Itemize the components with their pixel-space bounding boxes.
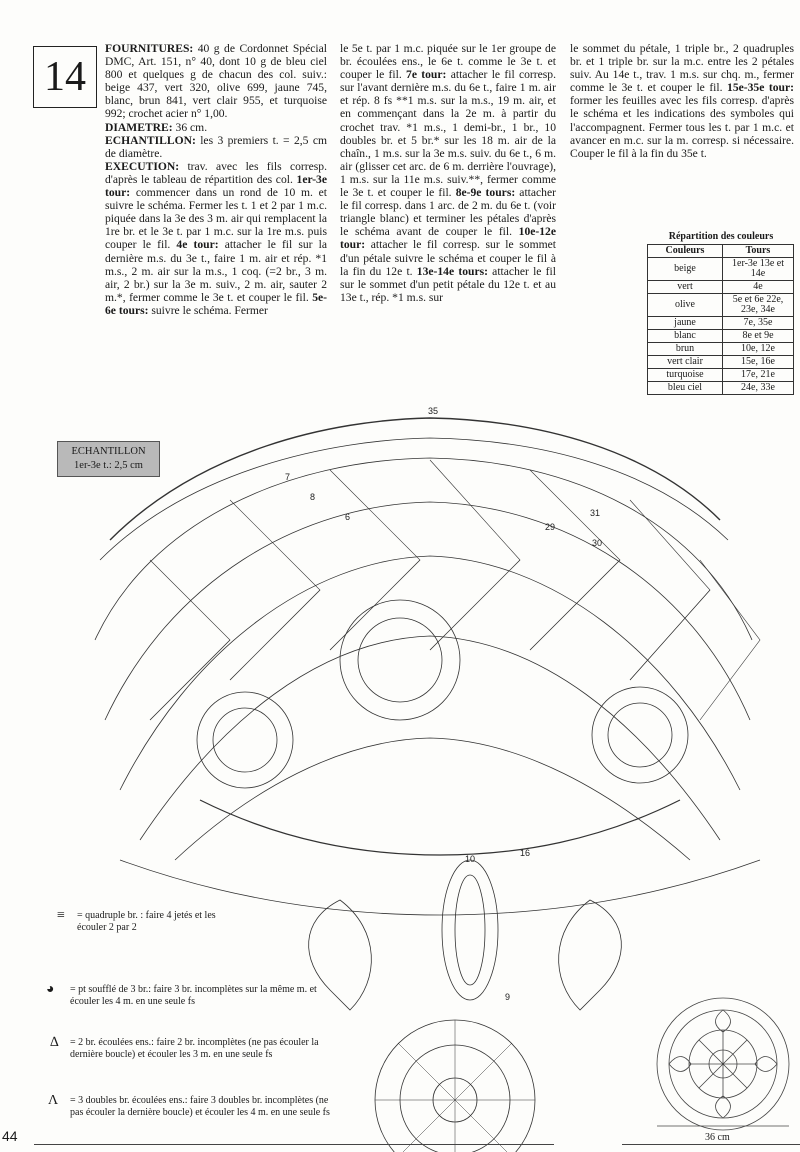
- diagram-label: 30: [592, 538, 603, 548]
- color-rounds: 17e, 21e: [723, 369, 794, 382]
- diagram-label: 8: [310, 492, 316, 502]
- color-name: olive: [648, 294, 723, 317]
- text-c3-1: le sommet du pétale, 1 triple br., 2 quadruples br. et 1 triple br. sur la m.c. entre les 2 pétales suiv. Au 14e t., trav. 1 m.s. sur chq. m., fermer comme le 3e t. et couper le fil.: [570, 42, 794, 95]
- divider: [622, 1144, 800, 1145]
- diagram-label: 9: [505, 992, 511, 1002]
- color-table: [647, 244, 794, 395]
- color-name: vert: [648, 281, 723, 294]
- text-tour-5-6: suivre le schéma. Fermer: [148, 303, 268, 317]
- color-table-title: Répartition des couleurs: [668, 231, 774, 242]
- diagram-label: 10: [465, 854, 476, 864]
- quadruple-treble-icon: ≡: [57, 908, 65, 923]
- table-row: [648, 369, 794, 382]
- sample-box: [57, 441, 160, 477]
- heading-fournitures: FOURNITURES:: [105, 42, 194, 55]
- legend-text: = 2 br. écoulées ens.: faire 2 br. incomplètes (ne pas écouler la dernière boucle) et écouler les 3 m. en une seule fs: [70, 1037, 319, 1060]
- heading-tour-8-9: 8e-9e tours:: [455, 186, 516, 200]
- color-name: bleu ciel: [648, 382, 723, 395]
- divider: [34, 1144, 554, 1145]
- three-double-trebles-icon: Λ: [48, 1093, 59, 1108]
- legend-text: = pt soufflé de 3 br.: faire 3 br. incomplètes sur la même m. et écouler les 4 m. en une seule fs: [70, 984, 317, 1007]
- color-rounds: 24e, 33e: [723, 382, 794, 395]
- table-row: [648, 281, 794, 294]
- text-column-3: [570, 42, 794, 160]
- color-name: beige: [648, 258, 723, 281]
- diagram-label: 16: [520, 848, 531, 858]
- dimension-label: 36 cm: [705, 1132, 730, 1143]
- diagram-label: 35: [428, 406, 439, 416]
- color-table-header: Couleurs: [648, 245, 723, 258]
- heading-tour-13-14: 13e-14e tours:: [416, 264, 488, 278]
- table-row: [648, 356, 794, 369]
- doily-overview-diagram: [648, 992, 798, 1132]
- pattern-number: 14: [33, 46, 97, 108]
- text-diametre: 36 cm.: [172, 120, 208, 134]
- heading-tour-4: 4e tour:: [176, 238, 219, 252]
- puff-stitch-icon: ◕: [46, 982, 55, 997]
- heading-echantillon: ECHANTILLON:: [105, 133, 196, 147]
- text-tour-10-12: attacher le fil corresp. sur le sommet d'un pétale suivre le schéma et couper le fil à la fin du 12e t.: [340, 238, 556, 278]
- sample-text: 1er-3e t.: 2,5 cm: [74, 460, 143, 471]
- color-table-header: Tours: [723, 245, 794, 258]
- heading-tour-10-12: 10e-12e tour:: [340, 225, 556, 252]
- heading-diametre: DIAMETRE:: [105, 120, 173, 134]
- text-execution: trav. avec les fils corresp. d'après le tableau de répartition des col.: [105, 159, 327, 186]
- color-name: blanc: [648, 330, 723, 343]
- color-rounds: 8e et 9e: [723, 330, 794, 343]
- two-trebles-together-icon: ∆: [50, 1035, 59, 1050]
- text-echantillon: les 3 premiers t. = 2,5 cm de diamètre.: [105, 133, 327, 160]
- diagram-label: 7: [285, 472, 291, 482]
- sample-title: ECHANTILLON: [71, 446, 146, 457]
- diagram-label: 31: [590, 508, 601, 518]
- table-row: [648, 294, 794, 317]
- text-column-2: [340, 42, 556, 304]
- text-c2-1: le 5e t. par 1 m.c. piquée sur le 1er groupe de br. écoulées ens., le 6e t. comme le 3e t. et couper le fil.: [340, 42, 556, 82]
- legend-text: = quadruple br. : faire 4 jetés et les écouler 2 par 2: [77, 910, 216, 933]
- heading-tour-1-3: 1er-3e tour:: [105, 172, 327, 200]
- table-row: [648, 317, 794, 330]
- color-rounds: 15e, 16e: [723, 356, 794, 369]
- text-column-1: [105, 42, 327, 317]
- table-row: [648, 330, 794, 343]
- color-rounds: 10e, 12e: [723, 343, 794, 356]
- color-rounds: 5e et 6e 22e, 23e, 34e: [723, 294, 794, 317]
- heading-tour-5-6: 5e-6e tours:: [105, 290, 327, 317]
- table-row: [648, 382, 794, 395]
- color-rounds: 1er-3e 13e et 14e: [723, 258, 794, 281]
- page-number: 44: [2, 1128, 18, 1144]
- color-name: vert clair: [648, 356, 723, 369]
- text-fournitures: 40 g de Cordonnet Spécial DMC, Art. 151, n° 40, dont 10 g de bleu ciel 800 et quelques g de chacun des col. suiv.: beige 437, vert 320, olive 699, jaune 745, blanc, brun 841, vert clair 955, et turquoise 992; crochet acier n° 1,00.: [105, 42, 327, 121]
- heading-execution: EXECUTION:: [105, 159, 180, 173]
- color-rounds: 7e, 35e: [723, 317, 794, 330]
- diagram-label: 6: [345, 512, 351, 522]
- table-row: [648, 343, 794, 356]
- heading-tour-7: 7e tour:: [406, 68, 447, 82]
- color-rounds: 4e: [723, 281, 794, 294]
- text-tour-8-9: attacher le fil corresp. dans 1 arc. de 2 m. du 6e t. (voir triangle blanc) et terminer les pétales d'après le schéma avant de couper le fil.: [340, 186, 556, 239]
- text-tour-13-14: attacher le fil sur le sommet d'un petit pétale du 12e t. et au 13e t., rép. *1 m.s. sur: [340, 264, 556, 304]
- text-tour-4: attacher le fil sur la dernière m.s. du 3e t., faire 1 m. air et rép. *1 m.s., 2 m. air sur la m.s., 1 coq. (=2 br., 3 m. air, 2 br.) sur la 3e m. suiv., 2 m. air, sauter 2 m.*, fermer comme le 3e t. et couper le fil.: [105, 238, 327, 304]
- legend-text: = 3 doubles br. écoulées ens.: faire 3 doubles br. incomplètes (ne pas écouler la dernière boucle) et écouler les 4 m. en une seule fs: [70, 1095, 330, 1118]
- text-tour-7: attacher le fil corresp. sur l'avant dernière m.s. du 6e t., faire 1 m. air et rép. 8 fs **1 m.s. sur la m.s., 19 m. air, et en commençant dans la 2e m. à partir du crochet trav. *1 m.s., 1 demi-br., 1 br., 10 doubles br. et 5 br.* sur les 18 m. air de la chaîn., 1 m.s. sur la 3e m.s. suiv. du 6e t., 6 m. air (glisser cet arc. de 6 m. derrière l'ouvrage), 1 m.s. sur la 11e m.s. suiv.**, fermer comme le 3e t. et couper le fil.: [340, 68, 556, 200]
- color-name: jaune: [648, 317, 723, 330]
- diagram-label: 29: [545, 522, 556, 532]
- color-name: brun: [648, 343, 723, 356]
- table-row: [648, 258, 794, 281]
- text-tour-1-3: commencer dans un rond de 10 m. et suivre le schéma. Fermer les t. 1 et 2 par 1 m.c. piquée dans la 3e des 3 m. air qui remplacent la 1re br. et le 3e t. par 1 m.c. sur la 1re m.s. puis couper le fil.: [105, 186, 327, 252]
- heading-tour-15-35: 15e-35e tour:: [727, 81, 794, 95]
- color-name: turquoise: [648, 369, 723, 382]
- text-tour-15-35: former les feuilles avec les fils corresp. d'après le schéma et les indications des symboles qui l'accompagnent. Fermer tous les t. par 1 m.c. et avancer en m.c. sur la m. corresp. si nécessaire. Couper le fil à la fin du 35e t.: [570, 94, 794, 160]
